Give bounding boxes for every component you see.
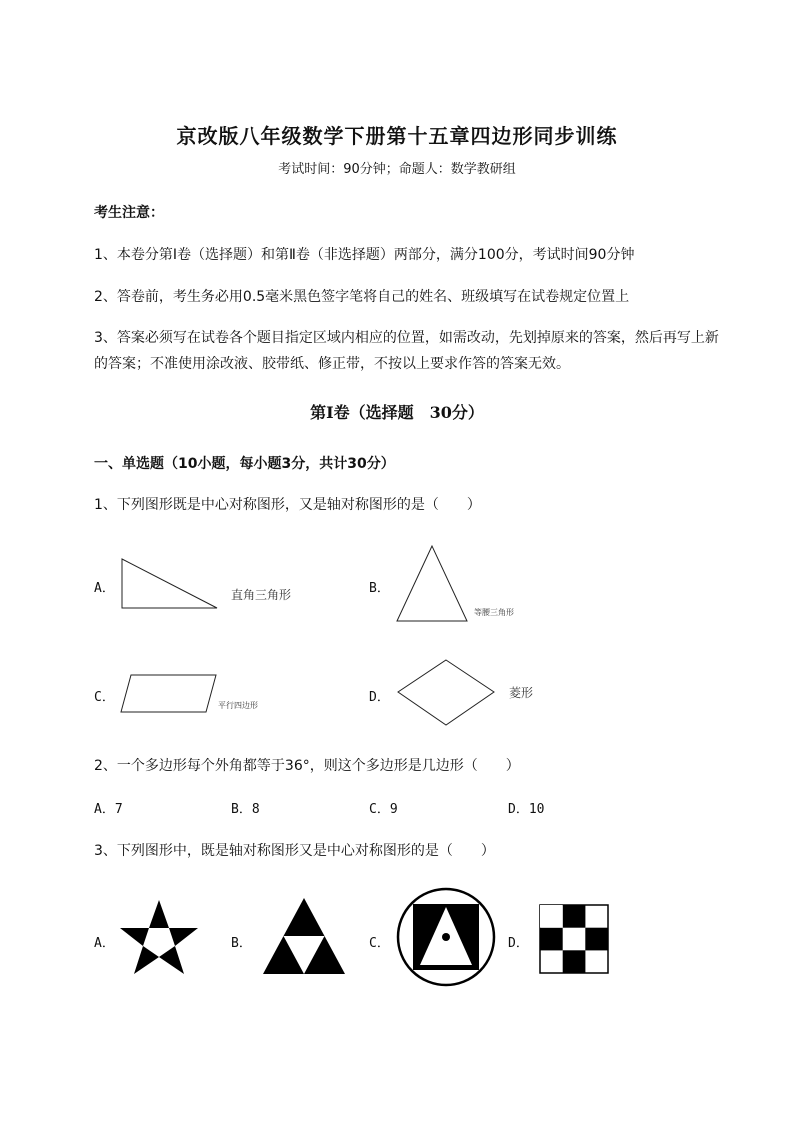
notice-heading: 考生注意： <box>94 205 164 221</box>
notice-item-3: 3、答案必须写在试卷各个题目指定区域内相应的位置，如需改动，先划掉原来的答案，然后再写上新 <box>94 330 719 346</box>
question-1-stem: 1、下列图形既是中心对称图形，又是轴对称图形的是（ ） <box>94 497 481 513</box>
q1-option-d-caption: 菱形 <box>509 686 534 700</box>
circle-square-icon <box>398 889 494 985</box>
q1-option-c-caption: 平行四边形 <box>218 701 258 710</box>
q1-option-b-caption: 等腰三角形 <box>474 608 514 617</box>
question-3-stem: 3、下列图形中，既是轴对称图形又是中心对称图形的是（ ） <box>94 843 495 859</box>
q3-option-a-label: A． <box>94 936 115 951</box>
q2-option-c: C．9 <box>369 802 398 817</box>
triangle-icon <box>263 898 345 974</box>
q2-option-d: D．10 <box>508 802 545 817</box>
q1-option-a-caption: 直角三角形 <box>231 588 292 602</box>
q1-option-d-label: D． <box>369 690 390 705</box>
question-2-stem: 2、一个多边形每个外角都等于36°，则这个多边形是几边形（ ） <box>94 758 520 774</box>
notice-item-3-cont: 的答案；不准使用涂改液、胶带纸、修正带，不按以上要求作答的答案无效。 <box>94 356 570 372</box>
checkerboard-icon <box>540 905 608 973</box>
q3-option-c-label: C． <box>369 936 390 951</box>
part-heading: 一、单选题（10小题，每小题3分，共计30分） <box>94 456 395 472</box>
q3-option-d-label: D． <box>508 936 529 951</box>
page-title: 京改版八年级数学下册第十五章四边形同步训练 <box>176 124 618 148</box>
q2-option-a: A．7 <box>94 802 123 817</box>
star-icon <box>120 900 198 974</box>
q2-option-b: B．8 <box>231 802 260 817</box>
q1-option-c-label: C． <box>94 690 115 705</box>
section-title: 第I卷（选择题 30分） <box>310 403 484 422</box>
q3-option-b-label: B． <box>231 936 252 951</box>
q1-option-b-label: B． <box>369 581 390 596</box>
q1-option-a-label: A． <box>94 581 115 596</box>
notice-item-1: 1、本卷分第I卷（选择题）和第Ⅱ卷（非选择题）两部分，满分100分，考试时间90分钟 <box>94 247 635 263</box>
notice-item-2: 2、答卷前，考生务必用0.5毫米黑色签字笔将自己的姓名、班级填写在试卷规定位置上 <box>94 289 630 305</box>
page-subtitle: 考试时间：90分钟；命题人：数学教研组 <box>278 162 516 177</box>
